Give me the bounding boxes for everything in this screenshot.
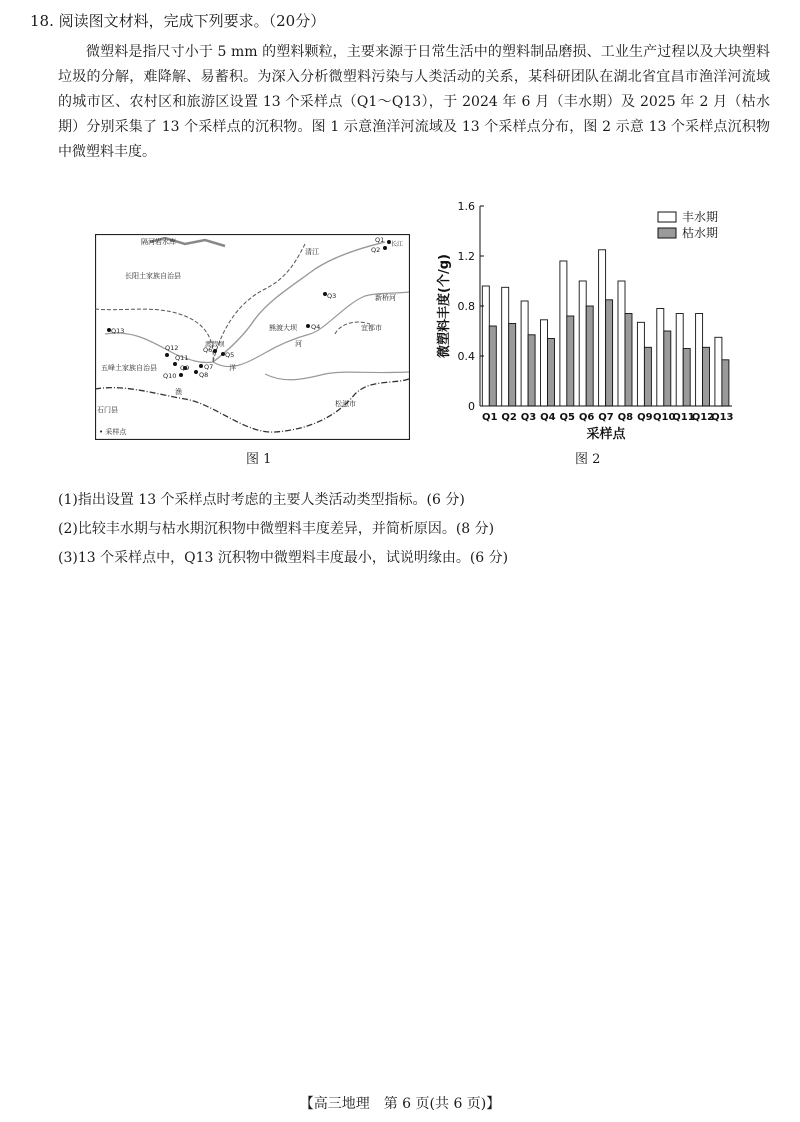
label-yang: 洋 bbox=[229, 364, 236, 372]
x-tick-label: Q4 bbox=[540, 412, 556, 423]
x-tick-label: Q11 bbox=[672, 412, 695, 423]
subquestion-3: (3)13 个采样点中，Q13 沉积物中微塑料丰度最小，试说明缘由。(6 分) bbox=[58, 550, 509, 566]
bar-dry-q4 bbox=[548, 339, 555, 407]
y-tick-label: 1.6 bbox=[457, 200, 475, 213]
label-dam: 渡假坝 bbox=[205, 340, 225, 348]
label-yu: 渔 bbox=[175, 388, 182, 396]
bar-dry-q1 bbox=[489, 326, 496, 406]
label-songzi: 松滋市 bbox=[335, 400, 356, 408]
bar-wet-q4 bbox=[541, 320, 548, 406]
label-shimen: 石门县 bbox=[97, 406, 118, 414]
label-q3: Q3 bbox=[327, 292, 337, 300]
bar-dry-q7 bbox=[606, 300, 613, 406]
bar-dry-q3 bbox=[528, 335, 535, 406]
label-he: 河 bbox=[295, 340, 302, 348]
bar-wet-q1 bbox=[482, 286, 489, 406]
sample-point-q7 bbox=[199, 364, 203, 368]
legend-label-dry: 枯水期 bbox=[682, 226, 719, 240]
x-tick-label: Q9 bbox=[637, 412, 653, 423]
label-q12: Q12 bbox=[165, 344, 179, 352]
x-tick-label: Q5 bbox=[559, 412, 575, 423]
bar-wet-q6 bbox=[579, 281, 586, 406]
sample-point-q10 bbox=[179, 373, 183, 377]
y-tick-label: 0 bbox=[468, 400, 475, 413]
question-paragraph: 微塑料是指尺寸小于 5 mm 的塑料颗粒，主要来源于日常生活中的塑料制品磨损、工业生产过程以及大块塑料垃圾的分解，难降解、易蓄积。为深入分析微塑料污染与人类活动的关系，某科研团队在湖北省宜昌市渔洋河流域的城市区、农村区和旅游区设置 13 个采样点（Q1～Q13），于 2024 年 6 月（丰水期）及 2025 年 2 月（枯水期）分别采集了 13 个采样点的沉积物。图 1 示意渔洋河流域及 13 个采样点分布，图 2 示意 13 个采样点沉积物中微塑料丰度。 bbox=[58, 44, 770, 160]
bar-dry-q2 bbox=[509, 324, 516, 407]
x-tick-label: Q2 bbox=[501, 412, 517, 423]
label-q7: Q7 bbox=[204, 363, 214, 371]
figure-2-chart bbox=[432, 196, 752, 444]
label-q8: Q8 bbox=[199, 371, 209, 379]
bar-dry-q10 bbox=[664, 331, 671, 406]
label-q13: Q13 bbox=[111, 327, 125, 335]
subquestion-2: (2)比较丰水期与枯水期沉积物中微塑料丰度差异，并简析原因。(8 分) bbox=[58, 521, 495, 537]
label-reservoir: 隔河岩水库 bbox=[141, 238, 176, 246]
y-axis-label: 微塑料丰度(个/g) bbox=[437, 254, 452, 358]
bar-dry-q5 bbox=[567, 316, 574, 406]
bar-wet-q5 bbox=[560, 261, 567, 406]
label-q5: Q5 bbox=[225, 351, 235, 359]
label-q1: Q1 bbox=[375, 236, 385, 244]
bar-dry-q9 bbox=[644, 347, 651, 406]
x-tick-label: Q12 bbox=[691, 412, 715, 423]
x-axis-ticks bbox=[482, 412, 734, 423]
label-q10: Q10 bbox=[163, 372, 177, 380]
question-heading: 18. 阅读图文材料，完成下列要求。（20分） bbox=[30, 12, 326, 30]
label-wufeng: 五峰土家族自治县 bbox=[101, 364, 157, 372]
x-axis-label: 采样点 bbox=[586, 427, 626, 442]
bar-dry-q8 bbox=[625, 314, 632, 407]
sample-point-q11 bbox=[173, 362, 177, 366]
label-yidu: 宜都市 bbox=[361, 324, 382, 332]
x-tick-label: Q8 bbox=[617, 412, 634, 423]
label-q2: Q2 bbox=[371, 246, 381, 254]
legend-swatch-dry bbox=[658, 228, 676, 238]
label-q11: Q11 bbox=[175, 354, 189, 362]
bar-wet-q13 bbox=[715, 337, 722, 406]
label-xiongdu: 熊渡大坝 bbox=[269, 324, 297, 332]
bar-dry-q13 bbox=[722, 360, 729, 406]
y-tick-label: 0.8 bbox=[457, 300, 475, 313]
figure-1-map bbox=[95, 234, 410, 440]
bar-wet-q12 bbox=[696, 314, 703, 407]
x-tick-label: Q10 bbox=[652, 412, 676, 423]
bar-wet-q7 bbox=[599, 250, 606, 406]
label-changyang: 长阳土家族自治县 bbox=[125, 272, 181, 280]
y-tick-label: 1.2 bbox=[457, 250, 475, 263]
label-changjiang: 长江 bbox=[391, 241, 404, 248]
sample-point-q2 bbox=[383, 246, 387, 250]
legend-swatch-wet bbox=[658, 212, 676, 222]
bar-wet-q9 bbox=[637, 322, 644, 406]
bar-wet-q11 bbox=[676, 314, 683, 407]
x-tick-label: Q1 bbox=[481, 412, 498, 423]
chart-bars bbox=[482, 250, 729, 406]
figure-1-caption: 图 1 bbox=[246, 452, 272, 467]
page-footer: 【高三地理 第 6 页(共 6 页)】 bbox=[299, 1096, 501, 1112]
subquestion-1: (1)指出设置 13 个采样点时考虑的主要人类活动类型指标。(6 分) bbox=[58, 492, 465, 508]
label-qingjiang: 清江 bbox=[305, 248, 319, 256]
sample-point-q4 bbox=[306, 324, 310, 328]
y-tick-label: 0.4 bbox=[457, 350, 475, 363]
bar-dry-q12 bbox=[703, 347, 710, 406]
x-tick-label: Q6 bbox=[578, 412, 595, 423]
x-tick-label: Q7 bbox=[598, 412, 614, 423]
sample-point-q6 bbox=[213, 349, 217, 353]
bar-wet-q10 bbox=[657, 309, 664, 407]
label-xinqiao: 新桥河 bbox=[375, 294, 396, 302]
sample-point-q8 bbox=[194, 370, 198, 374]
bar-wet-q3 bbox=[521, 301, 528, 406]
bar-wet-q8 bbox=[618, 281, 625, 406]
bar-wet-q2 bbox=[502, 287, 509, 406]
bar-dry-q6 bbox=[586, 306, 593, 406]
label-q4: Q4 bbox=[311, 323, 321, 331]
figure-2-caption: 图 2 bbox=[575, 452, 601, 467]
basin-map bbox=[95, 234, 410, 440]
x-tick-label: Q3 bbox=[520, 412, 537, 423]
x-tick-label: Q13 bbox=[711, 412, 734, 423]
legend-label-wet: 丰水期 bbox=[682, 210, 719, 224]
chart-legend bbox=[658, 209, 718, 240]
label-q6: Q6 bbox=[203, 346, 213, 354]
bar-dry-q11 bbox=[683, 349, 690, 407]
sample-point-q12 bbox=[165, 353, 169, 357]
map-legend: • 采样点 bbox=[99, 428, 127, 436]
label-q9: Q9 bbox=[180, 364, 190, 372]
abundance-bar-chart bbox=[432, 196, 752, 444]
